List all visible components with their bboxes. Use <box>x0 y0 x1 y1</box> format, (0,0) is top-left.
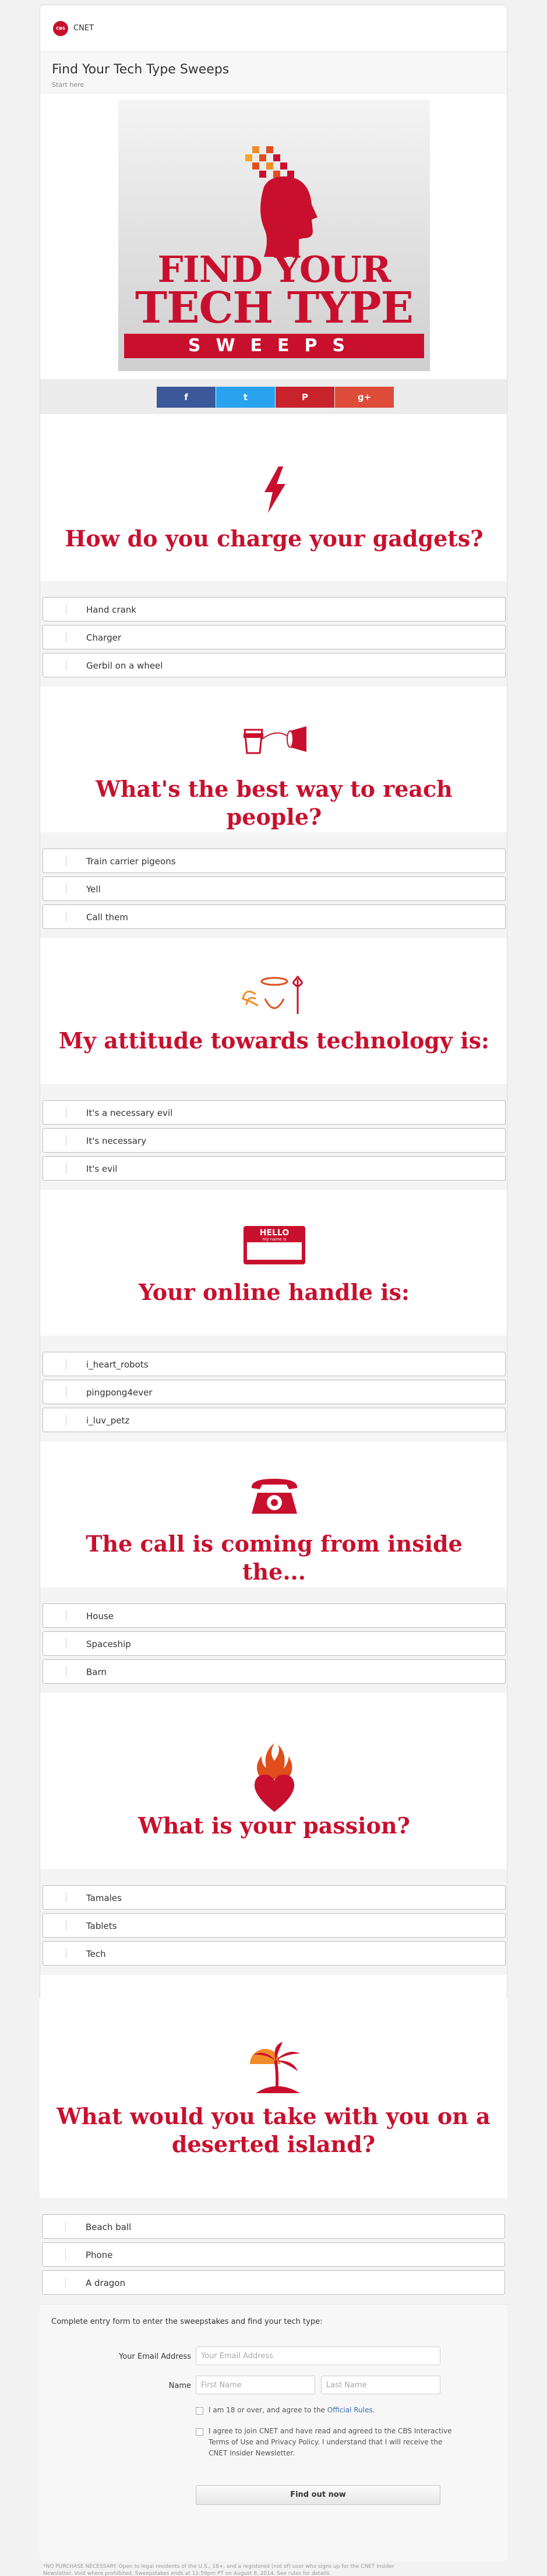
first-name-field[interactable] <box>196 2376 315 2394</box>
facebook-share-button[interactable]: f <box>157 387 216 408</box>
question-header <box>40 1998 507 2198</box>
answer-label: i_heart_robots <box>86 1359 149 1370</box>
hero-band-sweeps: SWEEPS <box>124 334 424 358</box>
answer-label: Call them <box>86 912 128 923</box>
question-8-block <box>40 1998 507 2304</box>
age-checkbox[interactable] <box>196 2407 203 2415</box>
question-text: What's the best way to reach people? <box>96 776 453 830</box>
answer-label: It's necessary <box>86 1136 147 1146</box>
answer-label: A dragon <box>86 2278 126 2288</box>
pinterest-share-button[interactable]: P <box>276 387 334 408</box>
age-text: I am 18 or over, and agree to the <box>209 2406 327 2414</box>
email-field[interactable] <box>196 2347 440 2365</box>
question-text: Your online handle is: <box>138 1279 410 1305</box>
official-rules-link[interactable]: Official Rules <box>327 2406 373 2414</box>
terms-checkbox[interactable] <box>196 2428 203 2436</box>
answer-label: Charger <box>86 632 121 643</box>
terms-agreement: I agree to join CNET and have read and agreed to the CBS Interactive Terms of Use and Privacy Policy. I understand that I will receive the CNET Insider Newsletter. <box>209 2427 452 2457</box>
answer-label: Train carrier pigeons <box>86 856 176 867</box>
question-text: The call is coming from inside the... <box>86 1531 463 1585</box>
page-subtitle: Start here <box>52 81 84 89</box>
last-name-field[interactable] <box>321 2376 440 2394</box>
answers-area <box>40 2198 507 2304</box>
form-intro: Complete entry form to enter the sweepstakes and find your tech type: <box>51 2317 323 2326</box>
card-lower <box>40 5 507 2561</box>
answer-label: Phone <box>86 2250 113 2260</box>
palm-island-icon <box>40 2041 507 2096</box>
answer-label: Barn <box>86 1667 107 1677</box>
answer-label: Gerbil on a wheel <box>86 660 163 671</box>
answer-label: It's a necessary evil <box>86 1108 173 1118</box>
question-text: How do you charge your gadgets? <box>65 525 484 552</box>
answer-checkbox[interactable] <box>48 2277 66 2288</box>
answer-label: It's evil <box>86 1164 118 1174</box>
hero-line-find-your: FIND YOUR <box>157 248 391 291</box>
twitter-share-button[interactable]: t <box>216 387 275 408</box>
answer-label: pingpong4ever <box>86 1387 153 1398</box>
answer-label: i_luv_petz <box>86 1415 130 1426</box>
hello-tag-top: HELLO <box>259 1228 289 1238</box>
answer-label: Tamales <box>86 1893 122 1903</box>
question-text: What would you take with you on a deserted island? <box>57 2103 490 2157</box>
question-text: What is your passion? <box>138 1812 410 1839</box>
question-text: My attitude towards technology is: <box>58 1027 490 1054</box>
answer-label: House <box>86 1611 114 1621</box>
answer-label: Hand crank <box>86 605 137 615</box>
name-label: Name <box>168 2381 191 2390</box>
age-agreement <box>209 2405 459 2416</box>
find-out-now-button[interactable]: Find out now <box>196 2485 440 2505</box>
answer-option[interactable] <box>42 2270 505 2295</box>
answer-label: Tech <box>86 1949 106 1959</box>
answer-checkbox[interactable] <box>48 2249 66 2260</box>
answer-label: Beach ball <box>86 2222 132 2232</box>
page-title: Find Your Tech Type Sweeps <box>52 62 230 77</box>
answer-label: Tablets <box>86 1921 117 1931</box>
disclaimer: *NO PURCHASE NECESSARY. Open to legal residents of the U.S., 18+, and a registered (not of) user who signs up for the CNET Insider Newsletter. Void where prohibited. Sweepstakes ends at 11:59pm PT on August 8, 2014. See rules for details. <box>43 2564 394 2576</box>
age-end: . <box>372 2406 375 2414</box>
googleplus-share-button[interactable]: g+ <box>335 387 394 408</box>
entry-form <box>40 2304 507 2561</box>
brand-name[interactable]: CNET <box>73 24 94 33</box>
hero-line-tech-type: TECH TYPE <box>135 283 413 333</box>
answer-option[interactable] <box>42 2214 505 2239</box>
hello-tag-sub: my name is <box>262 1237 286 1242</box>
answer-option[interactable] <box>42 2242 505 2267</box>
answer-label: Yell <box>86 884 101 895</box>
cbs-logo[interactable]: CBS <box>53 21 68 36</box>
email-label: Your Email Address <box>119 2352 191 2361</box>
answer-checkbox[interactable] <box>48 2221 66 2232</box>
answer-label: Spaceship <box>86 1639 131 1649</box>
